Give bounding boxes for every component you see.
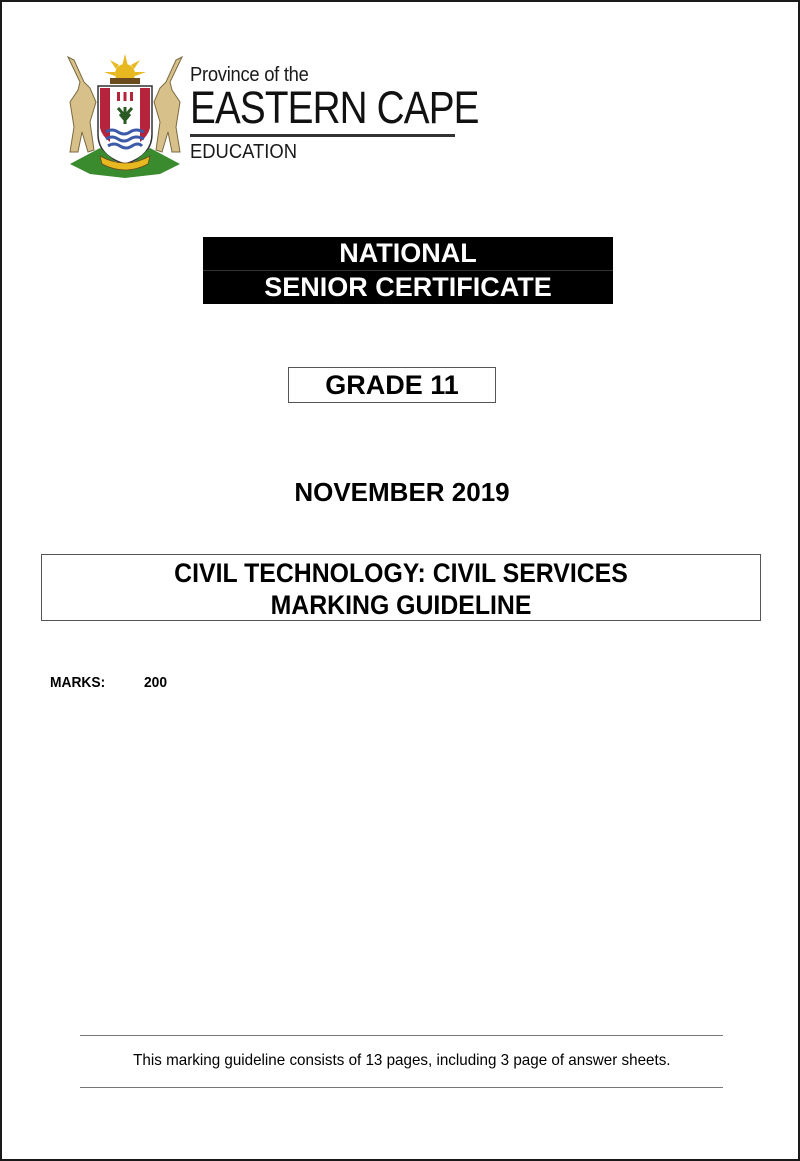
logo-province-text: Province of the [190,64,309,86]
banner-line-2: SENIOR CERTIFICATE [264,272,552,302]
total-marks [50,674,169,692]
exam-date: NOVEMBER 2019 [294,477,510,507]
subject-line-2: MARKING GUIDELINE [270,590,532,620]
subject-title-box [41,554,761,621]
logo-wordmark [190,64,479,163]
logo-eastern-cape-text: EASTERN CAPE [190,82,479,133]
marks-label: MARKS: [50,674,106,691]
footer-bottom-divider [80,1087,723,1088]
subject-line-1: CIVIL TECHNOLOGY: CIVIL SERVICES [174,558,628,588]
national-senior-certificate-banner [203,237,613,304]
marks-value: 200 [144,674,168,691]
footer-text: This marking guideline consists of 13 pages, including 3 page of answer sheets. [133,1052,671,1069]
eastern-cape-education-logo [60,52,479,182]
footer-page-count-note [2,1051,800,1071]
grade-box: GRADE 11 [288,367,496,403]
coat-of-arms-icon [60,52,190,182]
logo-education-text: EDUCATION [190,141,298,163]
footer-top-divider [80,1035,723,1036]
logo-divider [190,134,455,137]
banner-line-1: NATIONAL [203,237,613,271]
